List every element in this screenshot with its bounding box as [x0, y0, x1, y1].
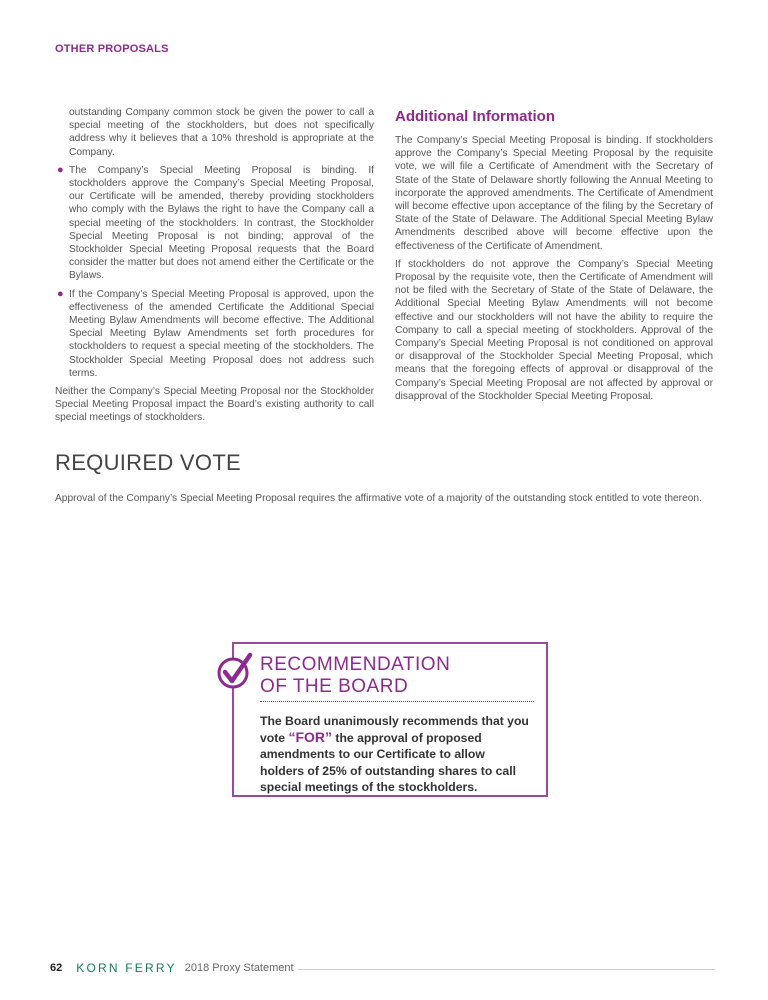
- section-label: OTHER PROPOSALS: [55, 43, 169, 55]
- checkmark-circle-icon: [216, 652, 254, 690]
- right-column: [395, 108, 713, 408]
- paragraph: If stockholders do not approve the Company’s Special Meeting Proposal by the requisite vote, then the Certificate of Amendment will not be filed with the Secretary of State of the State of Delaware, the Additional Special Meeting Bylaw Amendments will not become effective and our stockholders will not have the ability to require the Company to call a special meeting of stockholders. Approval of the Company’s Special Meeting Proposal is not conditioned on approval or disapproval of the Stockholder Special Meeting Proposal, which means that the foregoing effects of approval or disapproval of the Company’s Special Meeting Proposal are not affected by approval or disapproval of the Stockholder Special Meeting Proposal.: [395, 258, 713, 402]
- additional-information-heading: Additional Information: [395, 108, 555, 125]
- bullet-item: ● If the Company’s Special Meeting Proposal is approved, upon the effectiveness of the amended Certificate the Additional Special Meeting Bylaw Amendments will become effective. The Additional Special Meeting Bylaw Amendments set forth procedures for stockholders to request a special meeting of the stockholders. The Stockholder Special Meeting Proposal does not address such terms.: [57, 287, 374, 379]
- recommendation-text: The Board unanimously recommends that you vote “FOR” the approval of proposed amendments to our Certificate to allow holders of 25% of outstanding shares to call special meetings of the stockholders.: [260, 714, 529, 794]
- recommendation-heading: RECOMMENDATION OF THE BOARD: [260, 654, 451, 697]
- page-number: 62: [50, 962, 63, 974]
- closing-paragraph: Neither the Company’s Special Meeting Proposal nor the Stockholder Special Meeting Proposal impact the Board’s existing authority to call special meetings of stockholders.: [55, 386, 374, 424]
- bullet-item: ● The Company’s Special Meeting Proposal is binding. If stockholders approve the Company’s Special Meeting Proposal, our Certificate will be amended, thereby providing stockholders who comply with the Bylaws the right to have the Company call a special meeting of the stockholders. In contrast, the Stockholder Special Meeting Proposal is not binding; approval of the Stockholder Special Meeting Proposal requests that the Board consider the matter but does not amend either the Certificate or the Bylaws.: [57, 163, 374, 282]
- footer: [50, 961, 715, 975]
- left-column: [55, 106, 374, 430]
- document-title: 2018 Proxy Statement: [184, 962, 294, 974]
- dotted-divider: [260, 701, 534, 702]
- required-vote-heading: REQUIRED VOTE: [55, 450, 242, 475]
- recommendation-box: [232, 642, 548, 797]
- footer-rule: [298, 969, 715, 970]
- bullet-icon: ●: [57, 163, 64, 176]
- bullet-icon: ●: [57, 287, 64, 300]
- for-emphasis: “FOR”: [288, 729, 333, 746]
- brand-logo: KORN FERRY: [76, 961, 177, 975]
- intro-paragraph: outstanding Company common stock be given the power to call a special meeting of the stockholders, but does not specifically address why it believes that a 10% threshold is appropriate at the Company.: [69, 107, 374, 158]
- paragraph: The Company’s Special Meeting Proposal is binding. If stockholders approve the Company’s Special Meeting Proposal by the requisite vote, we will file a Certificate of Amendment with the Secretary of State of the State of Delaware shortly following the Annual Meeting to incorporate the approved amendments. The Certificate of Amendment will become effective upon acceptance of the filing by the Secretary of State of the State of Delaware. The Additional Special Meeting Bylaw Amendments described above will become effective upon the effectiveness of the Certificate of Amendment.: [395, 135, 713, 252]
- required-vote-text: Approval of the Company’s Special Meeting Proposal requires the affirmative vote of a majority of the outstanding stock entitled to vote thereon.: [55, 493, 702, 504]
